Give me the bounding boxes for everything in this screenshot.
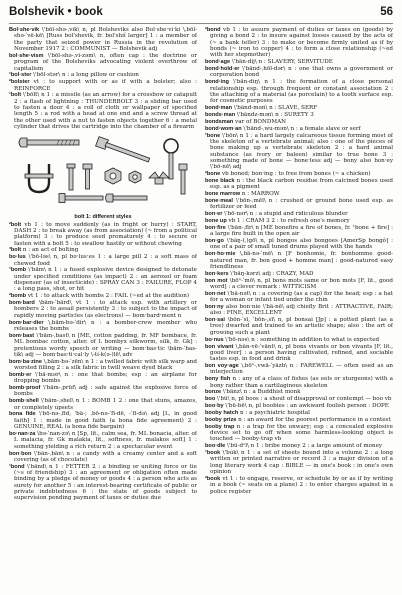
right-column — [205, 27, 393, 593]
entry-definition: \bōn-ˈsī, ˈbōn-ˌsī\ n, pl bonsai [Jp] : a potted plant (as a tree) dwarfed and trained to an artistic shape; also : the art of growing such a plant — [210, 317, 393, 336]
dictionary-entry — [205, 112, 393, 118]
dictionary-entry — [9, 247, 197, 253]
dictionary-entry — [205, 66, 393, 79]
dictionary-entry — [205, 133, 393, 171]
entry-headword: bon·fire — [205, 224, 226, 231]
entry-definition: \'bō-nər\ n : a stupid and ridiculous blunder — [222, 211, 348, 218]
entry-headword: ²book — [205, 475, 221, 482]
entry-definition: \'bänd-ˌhōl-dər\ n : one that owns a government or corporation bond — [210, 66, 393, 79]
dictionary-entry — [205, 304, 393, 317]
entry-definition: \'bu̇k\ n 1 : a set of sheets bound into a volume 2 : a long written or printed narrative or record 3 : a major division of a long literary work 4 cap : BIBLE — in one's book : in one's own opinion — [210, 450, 393, 476]
dictionary-entry — [205, 410, 393, 416]
entry-headword: bon·er — [205, 211, 223, 218]
dictionary-entry — [205, 271, 393, 277]
dictionary-entry — [205, 376, 393, 389]
entry-headword: bon·sai — [205, 317, 225, 324]
entry-headword: bone black — [205, 177, 235, 184]
dictionary-entry — [9, 385, 197, 398]
entry-headword: ¹bol·ster — [9, 72, 32, 79]
dictionary-entry — [205, 238, 393, 251]
entry-definition: n : MARROW — [240, 191, 280, 198]
entry-headword: ²bone — [205, 171, 221, 178]
illustration-caption: bolt 1: different styles — [74, 213, 132, 220]
dictionary-entry — [9, 333, 197, 358]
page-header — [9, 6, 393, 24]
entry-definition: \'bän-diŋ\ n 1 : the formation of a close personal relationship esp. through frequent or constant association 2 : the attaching of a material (as porcelain) to a tooth surface esp. for cosmetic purposes — [210, 79, 393, 105]
entry-headword: bomb·er — [9, 371, 32, 378]
entry-definition: \'bändz-mən\ n : SURETY 3 — [235, 111, 314, 118]
entry-definition: vb 1 : to assure payment of duties or taxes on (goods) by giving a bond 2 : to insure against losses caused by the acts of (~ a bank teller) 3 : to make or become firmly united as if by bonds (~ iron to copper) 4 : to form a close relationship (~ed with her stepmother) — [210, 27, 393, 59]
entry-headword: bo·nan·za — [9, 431, 36, 437]
entry-definition: \ˌbäm-bə-ˈdir\ n : a bomber-crew member who releases the bombs — [14, 319, 197, 332]
entry-definition: \bə-ˈnan-zə\ n [Sp, lit., calm sea, fr. ML bonacia, alter. of L malacia, fr. Gk malakia, lit., softness, fr. malakos soft] 1 : something yielding a rich return 2 : a spectacular event — [14, 431, 197, 450]
bolt-illustration — [9, 134, 197, 212]
dictionary-entry — [205, 337, 393, 343]
left-column — [9, 27, 197, 593]
entry-definition: vt : to support with or as if with a bolster; also : REINFORCE — [14, 79, 197, 92]
dictionary-entry — [205, 171, 393, 177]
dictionary-entry — [9, 222, 197, 247]
dictionary-entry — [9, 398, 197, 411]
entry-definition: \'bō-ləs\ n, pl bo·lus·es 1 : a large pill 2 : a soft mass of chewed food — [14, 254, 197, 267]
entry-headword: bonze — [205, 389, 222, 396]
dictionary-entry — [9, 27, 197, 52]
dictionary-entry — [205, 363, 393, 376]
dictionary-entry — [205, 119, 393, 125]
dictionary-entry — [9, 464, 197, 502]
entry-headword: ¹bomb — [9, 267, 27, 274]
entry-headword: bomb·shell — [9, 398, 39, 405]
dictionary-entry — [9, 79, 197, 92]
entry-definition: \'bänz\ n : a Buddhist monk — [221, 389, 301, 396]
entry-definition: \'bänd-ˌwu-mən\ n : a female slave or serf — [241, 125, 361, 132]
entry-definition: \ˌbä-nə-ˈmē\ n [F bonhomie, fr. bonhomme good-natured man, fr. bon good + homme man] : good-natured easy friendliness — [210, 251, 393, 270]
entry-headword: boo·dle — [205, 443, 226, 450]
entry-definition: n : an award for the poorest performance in a contest — [236, 416, 391, 423]
entry-definition: vb boned; bon·ing : to free from bones (~ a chicken) — [220, 171, 371, 178]
entry-headword: bond·age — [205, 59, 231, 66]
entry-headword: bo·lus — [9, 254, 26, 261]
dictionary-entry — [205, 396, 393, 402]
entry-definition: \ˌbōⁿ-ˌvwä-ˈyäzh\ n : FAREWELL — often used as an interjection — [210, 363, 393, 376]
entry-headword: ²bond — [205, 27, 221, 33]
dictionary-entry — [9, 431, 197, 450]
entry-headword: bon·go — [205, 238, 224, 244]
columns — [9, 27, 393, 593]
entry-definition: \'bō-nəs\ n : something in addition to what is expected — [223, 336, 380, 343]
dictionary-entry — [9, 92, 197, 130]
dictionary-entry — [205, 79, 393, 104]
dictionary-entry — [205, 105, 393, 111]
entry-definition: vb 1 : to move suddenly (as in fright or hurry) : START, DASH 2 : to break away (as from association) (~ from a political platform) 3 : to produce seed prematurely 4 : to secure or fasten with a bolt 5 : to swallow hastily or without chewing — [14, 221, 197, 247]
entry-definition: \'bän-dij\ n : SLAVERY, SERVITUDE — [230, 59, 333, 66]
entry-definition: \'bäm\ n 1 : a fused explosive device designed to detonate under specified conditions (as impact) 2 : an aerosol or foam dispenser (as of insecticide) : SPRAY CAN 3 : FAILURE, FLOP 4 : a long pass, shot, or hit — [14, 267, 197, 293]
entry-headword: ¹bolt — [9, 92, 22, 99]
dictionary-entry — [205, 59, 393, 65]
entry-definition: \'bü\ n, pl boos : a shout of disapproval or contempt — boo vb — [215, 396, 392, 403]
entry-definition: \'bäm-ˌbast\ n [ME, cotton padding, fr. MF bombace, fr. ML bombac cotton, alter. of L bombyx silkworm, silk, fr. Gk] : pretentious wordy speech or writing — bom·bas·tic \bäm-ˈbas-tik\ adj — bom·bas·ti·cal·ly \-ti-k(ə-)lē\ adv — [14, 332, 197, 358]
entry-headword: bomb·proof — [9, 385, 41, 392]
entry-definition: vt 1 : to attack with bombs 2 : FAIL (~ed at the audition) — [26, 293, 190, 300]
entry-definition: \'bō-nə-ˌfīd, 'bä-; ˌbō-nə-ˈfī-dē, -ˈfī-də\ adj [L, in good faith] 1 : made in good faith (a bona fide agreement) 2 : GENUINE, REAL (a bona fide bargain) — [14, 411, 197, 431]
entry-definition: \'bä-nət\ n : a covering (as a cap) for the head; esp : a hat for a woman or infant tied under the chin — [210, 290, 393, 304]
entry-definition: \'bän-ˌbän\ n : a candy with a creamy center and a soft covering (as of chocolate) — [14, 450, 197, 463]
entry-definition: \bäm-ˈbärd\ vt 1 : to attack esp. with artillery or bombers 2 : to assail persistently 3 : to subject to the impact of rapidly moving particles (as electrons) — bom·bard·ment n — [14, 300, 197, 319]
dictionary-entry — [205, 278, 393, 291]
entry-headword: bon·kers — [205, 270, 229, 277]
entry-definition: \ˌbän-vē-ˈvänt\ n, pl bons vivants or bon vivants [F, lit., good liver] : a person having cultivated, refined, and sociable tastes esp. in food and drink — [210, 343, 393, 363]
entry-headword: bond·hold·er — [205, 66, 240, 73]
dictionary-entry — [205, 417, 393, 423]
entry-headword: bonds·man — [205, 111, 236, 118]
dictionary-entry — [205, 443, 393, 449]
entry-headword: bon voy·age — [205, 363, 239, 370]
entry-headword: bom·ba·zine — [9, 358, 42, 365]
dictionary-entry — [205, 344, 393, 363]
entry-headword: ²bolster — [9, 79, 30, 86]
dictionary-entry — [205, 126, 393, 132]
entry-headword: ¹book — [205, 450, 221, 456]
dictionary-entry — [205, 27, 393, 59]
entry-definition: \'bänd-mən\ n : SLAVE, SERF — [232, 105, 318, 112]
dictionary-entry — [9, 53, 197, 72]
entry-headword: ²bolt — [9, 221, 22, 228]
entry-definition: \bōⁿ-ˈmō\ n, pl bons mots same or bon mots [F, lit., good word] : a clever remark : WITTICISM — [210, 277, 393, 290]
bolts-and-nuts-picture — [9, 134, 196, 212]
dictionary-entry — [9, 267, 197, 292]
dictionary-entry — [9, 359, 197, 372]
entry-headword: boo — [205, 396, 216, 403]
dictionary-entry — [9, 293, 197, 299]
entry-definition: \'bänd\ n 1 : FETTER 2 : a binding or uniting force or tie (~s of friendship) 3 : an agreement or obligation often made binding by a pledge of money or goods 4 : a person who acts as surety for another 5 : an interest-bearing certificate of public or private indebtedness 6 : the state of goods subject to supervision pending payment of taxes or duties due — [14, 463, 197, 502]
running-head: Bolshevik • book — [9, 6, 103, 18]
entry-definition: n : any of a class of fishes (as eels or sturgeons) with a bony rather than a cartilaginous skeleton — [210, 376, 393, 389]
entry-definition: n : the black carbon residue from calcined bones used esp. as a pigment — [210, 177, 393, 191]
entry-definition: \'bä-mər\ n : one that bombs; esp : an airplane for dropping bombs — [14, 371, 197, 385]
entry-headword: bon·net — [205, 290, 226, 297]
dictionary-entry — [205, 424, 393, 443]
entry-headword: bona fide — [9, 411, 36, 418]
dictionary-entry — [205, 178, 393, 191]
page-number: 56 — [380, 6, 393, 18]
entry-headword: booby hatch — [205, 409, 239, 416]
entry-definition: \'bōl-stər\ n : a long pillow or cushion — [31, 72, 139, 79]
dictionary-entry — [205, 218, 393, 224]
entry-definition: \'bäŋ-kərz\ adj : CRAZY, MAD — [228, 270, 314, 277]
entry-definition: \'bü-dᵊl\ n 1 : bribe money 2 : a large amount of money — [225, 443, 383, 450]
entry-headword: ¹bone — [205, 132, 221, 139]
entry-headword: bondsman — [205, 118, 234, 125]
dictionary-entry — [205, 317, 393, 336]
entry-definition: \'bōn-ˌmēl\ n : crushed or ground bone used esp. as fertilizer or feed — [210, 197, 393, 211]
entry-definition: \ˌbäm-bə-ˈzēn\ n 1 : a twilled fabric with silk warp and worsted filling 2 : a silk fabric in twill weave dyed black — [14, 358, 197, 372]
entry-definition: \'bōl-shə-ˌvik\ n, pl Bolsheviks also Bol·she·vi·ki \ˌbōl-shə-ˈvē-kē\ [Russ bol'shevik, fr. bol'shiĭ larger] 1 : a member of the party that seized power in Russia in the revolution of November 1917 2 : COMMUNIST — Bolshevik adj — [14, 27, 197, 53]
entry-headword: booby trap — [205, 423, 235, 430]
dictionary-entry — [205, 476, 393, 495]
entry-definition: \'bän-ˌfīr\ n [ME bonefire a fire of bones, fr. ¹bone + fire] : a large fire built in the open air — [210, 224, 393, 238]
dictionary-entry — [205, 251, 393, 270]
entry-headword: booby prize — [205, 416, 237, 423]
entry-headword: bom·bard — [9, 300, 35, 307]
entry-headword: bol·she·vism — [9, 52, 44, 59]
dictionary-entry — [205, 198, 393, 211]
entry-definition: \'bōl-shə-ˌvi-zəm\ n, often cap : the doctrine or program of the Bolsheviks advocating violent overthrow of capitalism — [14, 52, 197, 72]
dictionary-entry — [9, 72, 197, 78]
entry-headword: ¹bond — [9, 463, 25, 470]
dictionary-entry — [9, 254, 197, 267]
dictionary-entry — [205, 389, 393, 395]
entry-headword: bon·bon — [9, 450, 32, 457]
entry-definition: \'bäm-ˌshel\ n 1 : BOMB 1 2 : one that stuns, amazes, or completely upsets — [14, 398, 197, 411]
entry-definition: n : a trap for the unwary; esp : a concealed explosive device set to go off when some harmless-looking object is touched — booby-trap vb — [210, 423, 393, 443]
entry-headword: bon·ny — [205, 303, 224, 310]
entry-definition: vb 1 : CRAM 3 2 : to refresh one's memory — [226, 217, 350, 224]
entry-definition: \'bü-bē\ n, pl boobies : an awkward foolish person : DOPE — [223, 403, 389, 410]
entry-definition: \'bäŋ-(ˌ)gō\ n, pl bongos also bongoes [AmerSp bongó] : one of a pair of small tuned drums played with the hands — [210, 238, 393, 251]
dictionary-entry — [9, 300, 197, 319]
entry-headword: bon vivant — [205, 343, 234, 350]
entry-definition: \'bōn\ n 1 : a hard largely calcareous tissue forming most of the skeleton of a vertebrate animal; also : one of the pieces of bone making up a vertebrate skeleton 2 : a hard animal substance (as ivory or baleen) similar to true bone 3 : something made of bone — bone·less adj — bony also bon·ey \'bō-nē\ adj — [210, 132, 393, 171]
dictionary-entry — [9, 411, 197, 430]
dictionary-entry — [9, 372, 197, 385]
entry-headword: bom·bar·dier — [9, 319, 44, 326]
dictionary-entry — [205, 450, 393, 475]
dictionary-entry — [9, 320, 197, 333]
entry-headword: boo·by — [205, 403, 224, 410]
entry-headword: bone marrow — [205, 191, 241, 198]
entry-headword: bon mot — [205, 277, 228, 284]
entry-headword: bone·meal — [205, 197, 233, 204]
entry-headword: Bol·she·vik — [9, 27, 40, 33]
entry-definition: also bon·nie \'bä-nē\ adj chiefly Brit : ATTRACTIVE, FAIR; also : FINE, EXCELLENT — [210, 303, 393, 317]
entry-headword: bone up — [205, 217, 227, 224]
dictionary-entry — [205, 403, 393, 409]
entry-headword: bom·bast — [9, 332, 35, 339]
entry-headword: bond·wom·an — [205, 125, 242, 132]
dictionary-entry — [205, 291, 393, 304]
entry-definition: n : an act of bolting — [21, 247, 79, 254]
entry-headword: bond·ing — [205, 79, 229, 86]
dictionary-entry — [205, 225, 393, 238]
entry-headword: ³bolt — [9, 247, 22, 254]
dictionary-entry — [205, 191, 393, 197]
entry-definition: n : a psychiatric hospital — [238, 409, 310, 416]
dictionary-entry — [205, 211, 393, 217]
entry-definition: var of BONDMAN — [233, 118, 287, 125]
entry-definition: \'bäm-ˌprüf\ adj : safe against the explosive force of bombs — [14, 385, 197, 398]
entry-headword: bon·ho·mie — [205, 251, 236, 258]
entry-headword: ²bomb — [9, 293, 27, 300]
entry-definition: vt 1 : to engage, reserve, or schedule by or as if by writing in a book (~ seats on a plane) 2 : to enter charges against in a police register — [210, 475, 393, 495]
dictionary-entry — [9, 451, 197, 464]
entry-headword: bo·nus — [205, 336, 224, 343]
entry-definition: \'bōlt\ n 1 : a missile (as an arrow) for a crossbow or catapult 2 : a flash of lightning : THUNDERBOLT 3 : a sliding bar used to fasten a door 4 : a roll of cloth or wallpaper of specified length 5 : a rod with a head at one end and a screw thread at the other used with a nut to fasten objects together 6 : a metal cylinder that drives the cartridge into the chamber of a firearm — [14, 92, 197, 131]
entry-headword: bond·man — [205, 105, 233, 112]
entry-headword: bony fish — [205, 376, 231, 383]
